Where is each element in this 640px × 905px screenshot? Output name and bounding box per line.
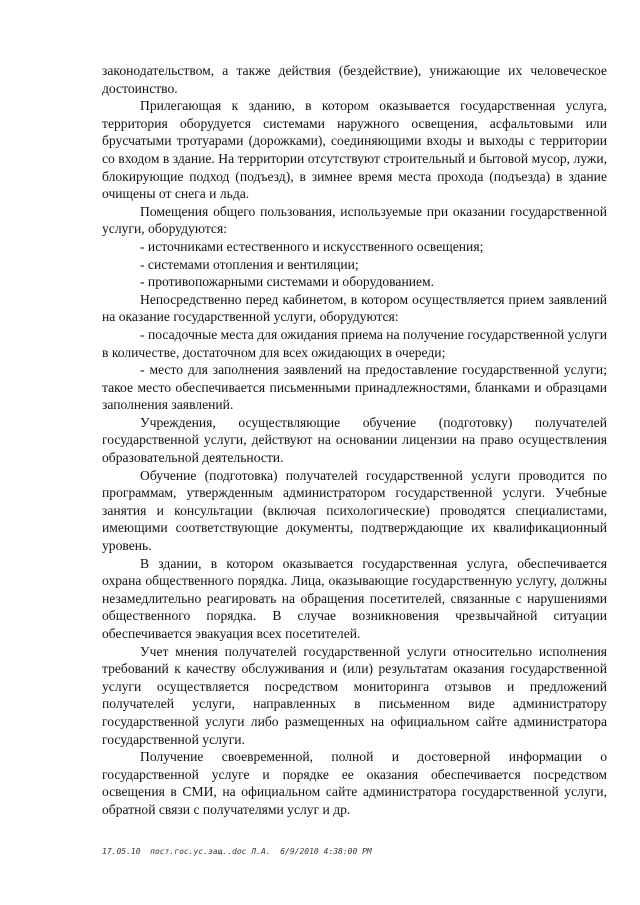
paragraph-12: В здании, в котором оказывается государственная услуга, обеспечивается охрана общественного порядка. Лица, оказывающие государственную услугу, должны незамедлительно реагировать на обращения посетителей, связанные с нарушениями общественного порядка. В случае возникновения чрезвычайной ситуации обеспечивается эвакуация всех посетителей. (102, 555, 607, 641)
document-footer: 17.05.10 пост.гос.ус.защ..doc Л.А. 6/9/2010 4:38:00 PM (102, 847, 372, 856)
paragraph-10: Учреждения, осуществляющие обучение (подготовку) получателей государственной услуги, действуют на основании лицензии на право осуществления образовательной деятельности. (102, 414, 607, 466)
paragraph-7: Непосредственно перед кабинетом, в котором осуществляется прием заявлений на оказание государственной услуги, оборудуются: (102, 291, 607, 325)
paragraph-13: Учет мнения получателей государственной услуги относительно исполнения требований к качеству обслуживания и (или) результатам оказания государственной услуги осуществляется посредством мониторинга отзывов и предложений получателей услуги, направленных в письменном виде администратору государственной услуги либо размещенных на официальном сайте администратора государственной услуги. (102, 643, 607, 747)
paragraph-2: Прилегающая к зданию, в котором оказывается государственная услуга, территория оборудуется системами наружного освещения, асфальтовыми или брусчатыми тротуарами (дорожками), соединяющими входы и выходы с территории со входом в здание. На территории отсутствуют строительный и бытовой мусор, лужи, блокирующие подход (подъезд), в зимнее время места прохода (подъезда) в здание очищены от снега и льда. (102, 98, 607, 202)
list-item: - источниками естественного и искусственного освещения; (140, 238, 484, 254)
paragraph-1: законодательством, а также действия (бездействие), унижающие их человеческое достоинство. (102, 63, 607, 96)
paragraph-3: Помещения общего пользования, используемые при оказании государственной услуги, оборудуются: (102, 203, 607, 237)
paragraph-11: Обучение (подготовка) получателей государственной услуги проводится по программам, утвержденным администратором государственной услуги. Учебные занятия и консультации (включая психологические) проводятся специалистами, имеющими соответствующие документы, подтверждающие их квалификационный уровень. (102, 467, 607, 554)
list-item: - посадочные места для ожидания приема на получение государственной услуги в количестве, достаточном для всех ожидающих в очереди; (102, 326, 607, 360)
list-item: - место для заполнения заявлений на предоставление государственной услуги; такое место обеспечивается письменными принадлежностями, бланками и образцами заполнения заявлений. (102, 362, 607, 413)
list-item: - противопожарными системами и оборудованием. (140, 274, 435, 290)
document-body (102, 62, 607, 819)
list-item: - системами отопления и вентиляции; (140, 256, 359, 272)
paragraph-14: Получение своевременной, полной и достоверной информации о государственной услуге и порядке ее оказания обеспечивается посредством освещения в СМИ, на официальном сайте администратора государственной услуги, обратной связи с получателями услуг и др. (102, 749, 607, 817)
